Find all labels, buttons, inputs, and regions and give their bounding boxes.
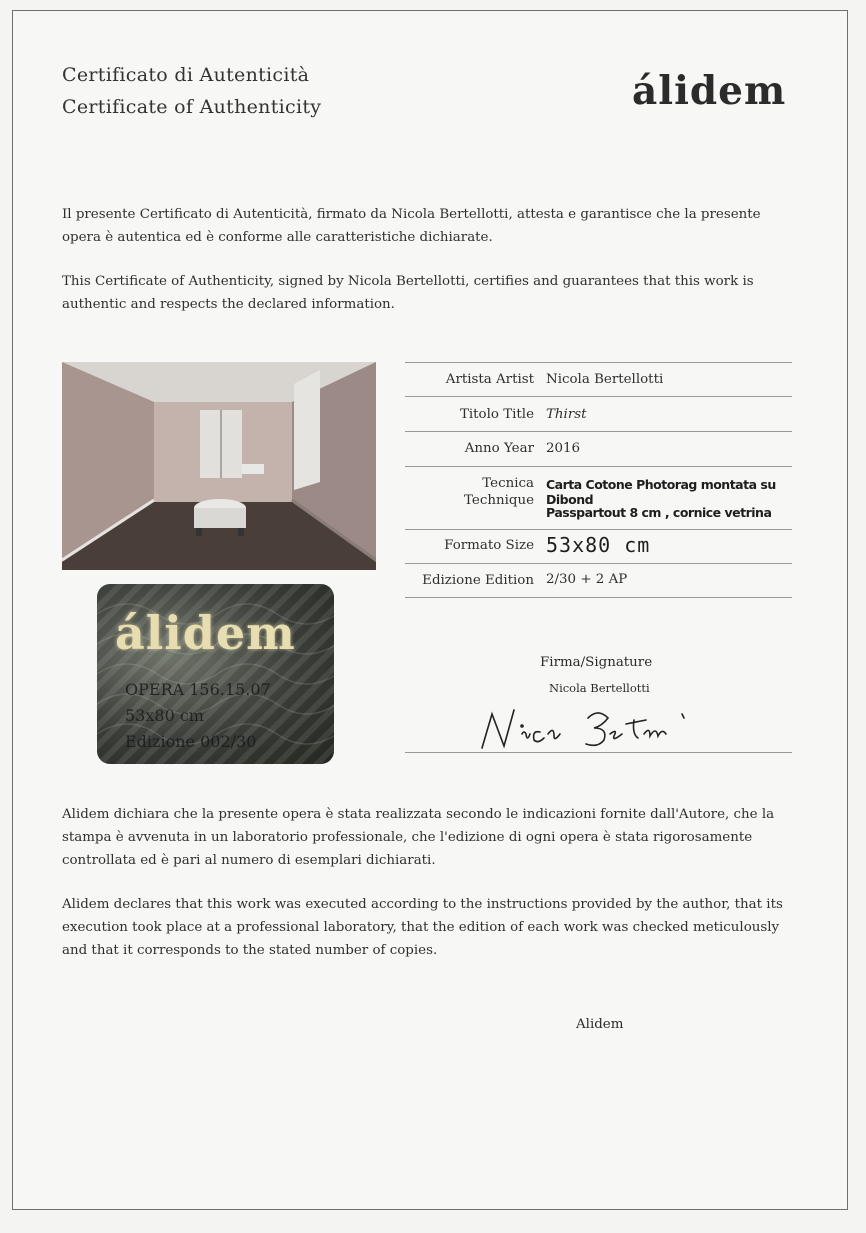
- title-english: Certificate of Authenticity: [62, 96, 322, 118]
- signature-name: Nicola Bertellotti: [549, 681, 650, 695]
- detail-row-artist: [405, 362, 792, 396]
- intro-italian: Il presente Certificato di Autenticità, firmato da Nicola Bertellotti, attesta e garantisce che la presente opera è autentica ed è conforme alle caratteristiche dichiarate.: [62, 207, 761, 245]
- alidem-logo: álidem: [632, 68, 787, 114]
- title-italian: Certificato di Autenticità: [62, 64, 310, 86]
- detail-label: Titolo Title: [459, 407, 534, 422]
- detail-label: Artista Artist: [445, 372, 534, 387]
- hologram-sticker: [97, 584, 334, 764]
- detail-value: 2016: [546, 441, 581, 456]
- closing-signatory: Alidem: [576, 1017, 624, 1032]
- declaration-english: Alidem declares that this work was executed according to the instructions provided by the author, that its execution took place at a professional laboratory, that the edition of each work was checked meticulously and that it corresponds to the stated number of copies.: [62, 897, 783, 958]
- detail-value: Carta Cotone Photorag montata su Dibond: [546, 477, 776, 507]
- detail-row-technique: [405, 466, 792, 529]
- hologram-logo: álidem: [115, 606, 296, 660]
- detail-label: Technique: [464, 493, 534, 508]
- handwritten-signature: [478, 700, 718, 755]
- hologram-size: 53x80 cm: [125, 706, 204, 725]
- detail-row-size: [405, 529, 792, 563]
- detail-value: 53x80 cm: [546, 533, 651, 557]
- detail-label: Edizione Edition: [422, 573, 534, 588]
- detail-value: Thirst: [546, 407, 587, 422]
- detail-row-title: [405, 396, 792, 431]
- detail-value: Nicola Bertellotti: [546, 372, 664, 387]
- signature-line: [405, 752, 792, 753]
- signature-label: Firma/Signature: [540, 655, 653, 670]
- detail-row-year: [405, 431, 792, 466]
- detail-value: 2/30 + 2 AP: [546, 572, 628, 587]
- intro-english: This Certificate of Authenticity, signed by Nicola Bertellotti, certifies and guarantees that this work is authentic and respects the declared information.: [62, 274, 754, 312]
- details-table: [405, 362, 792, 598]
- detail-label: Tecnica: [482, 476, 534, 491]
- hologram-opera: OPERA 156.15.07: [125, 680, 271, 699]
- artwork-photo: [62, 362, 376, 570]
- detail-label: Formato Size: [444, 538, 534, 553]
- declaration-italian: Alidem dichiara che la presente opera è stata realizzata secondo le indicazioni fornite dall'Autore, che la stampa è avvenuta in un laboratorio professionale, che l'edizione di ogni opera è stata rigorosamente controllata ed è pari al numero di esemplari dichiarati.: [62, 807, 775, 868]
- hologram-edition: Edizione 002/30: [125, 732, 257, 751]
- detail-row-edition: [405, 563, 792, 598]
- detail-label: Anno Year: [464, 441, 534, 456]
- detail-value: Passpartout 8 cm , cornice vetrina: [546, 505, 772, 520]
